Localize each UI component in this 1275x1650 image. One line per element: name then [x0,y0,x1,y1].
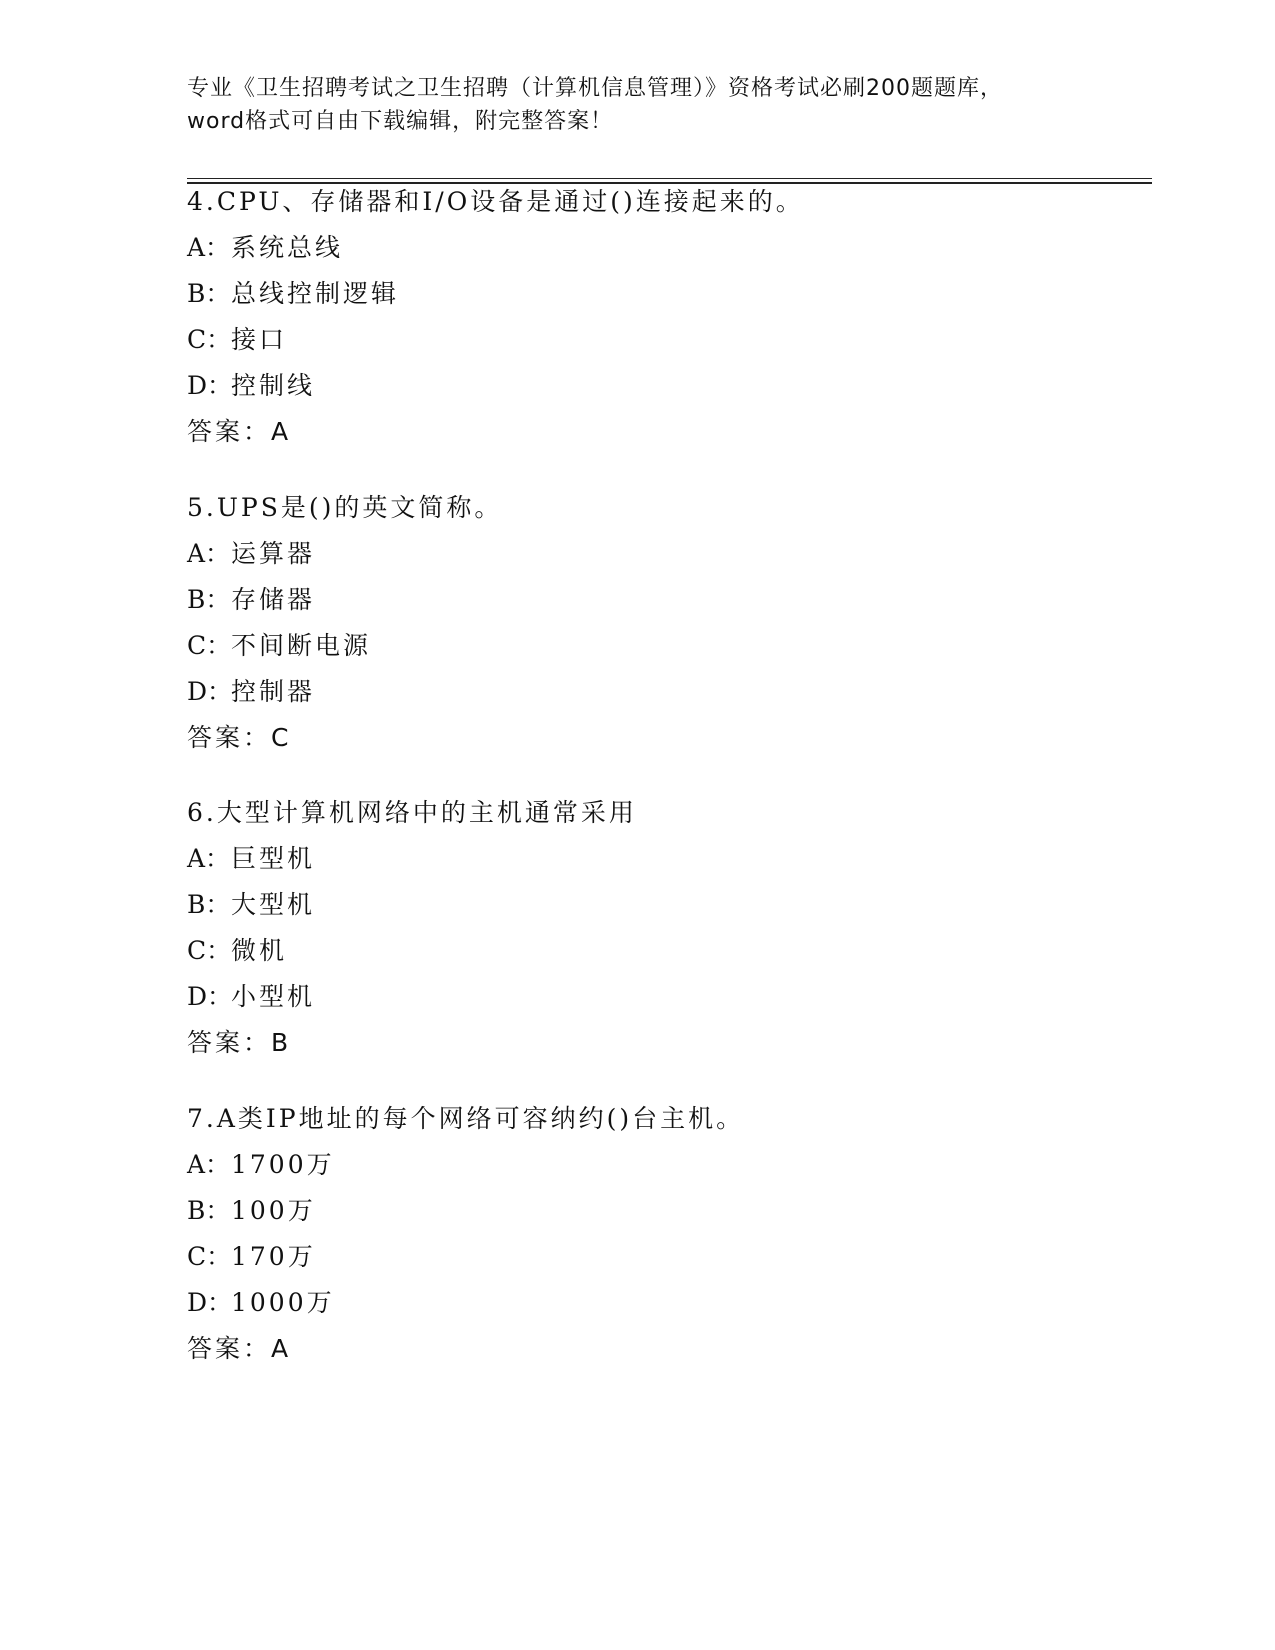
question-title: 4.CPU、存储器和I/O设备是通过()连接起来的。 [187,187,804,216]
header-line-1: 专业《卫生招聘考试之卫生招聘（计算机信息管理）》资格考试必刷200题题库， [187,76,1003,101]
question-title: 6.大型计算机网络中的主机通常采用 [187,798,637,827]
option-c [187,325,1152,371]
option-letter: A： [187,844,231,873]
option-text: 系统总线 [231,233,344,262]
document-header [187,72,1087,138]
question-4 [187,187,1152,463]
option-letter: D： [187,371,233,400]
option-text: 100万 [231,1196,316,1225]
option-d [187,1288,1152,1334]
question-title: 7.A类IP地址的每个网络可容纳约()台主机。 [187,1104,745,1133]
option-letter: B： [187,585,231,614]
option-b [187,1196,1152,1242]
option-text: 大型机 [231,890,316,919]
option-c [187,631,1152,677]
option-letter: C： [187,631,232,660]
option-b [187,279,1152,325]
option-letter: A： [187,233,231,262]
question-5 [187,493,1152,769]
option-letter: C： [187,325,232,354]
option-letter: B： [187,279,231,308]
option-text: 控制线 [231,371,316,400]
option-a [187,844,1152,890]
option-letter: D： [187,1288,233,1317]
option-text: 不间断电源 [231,631,372,660]
answer-line: 答案：A [187,417,292,446]
option-letter: D： [187,982,233,1011]
option-text: 接口 [231,325,288,354]
question-6 [187,798,1152,1074]
option-text: 存储器 [231,585,316,614]
answer-line: 答案：C [187,723,292,752]
option-text: 总线控制逻辑 [231,279,400,308]
option-a [187,1150,1152,1196]
question-7 [187,1104,1152,1380]
option-b [187,890,1152,936]
option-letter: C： [187,1242,232,1271]
option-a [187,233,1152,279]
option-text: 控制器 [231,677,316,706]
option-letter: C： [187,936,232,965]
option-d [187,371,1152,417]
header-divider-bottom [187,182,1152,184]
option-letter: D： [187,677,233,706]
header-line-2: word格式可自由下载编辑，附完整答案！ [187,109,614,134]
answer-line: 答案：B [187,1028,292,1057]
option-text: 巨型机 [231,844,316,873]
header-divider-top [187,178,1152,179]
option-letter: B： [187,1196,231,1225]
option-letter: A： [187,539,231,568]
option-b [187,585,1152,631]
option-letter: A： [187,1150,231,1179]
option-d [187,677,1152,723]
option-c [187,1242,1152,1288]
option-d [187,982,1152,1028]
option-text: 小型机 [231,982,316,1011]
option-c [187,936,1152,982]
option-a [187,539,1152,585]
option-text: 运算器 [231,539,316,568]
option-text: 1000万 [231,1288,335,1317]
option-text: 微机 [231,936,288,965]
question-title: 5.UPS是()的英文简称。 [187,493,503,522]
option-text: 1700万 [231,1150,335,1179]
answer-line: 答案：A [187,1334,292,1363]
option-letter: B： [187,890,231,919]
option-text: 170万 [231,1242,316,1271]
